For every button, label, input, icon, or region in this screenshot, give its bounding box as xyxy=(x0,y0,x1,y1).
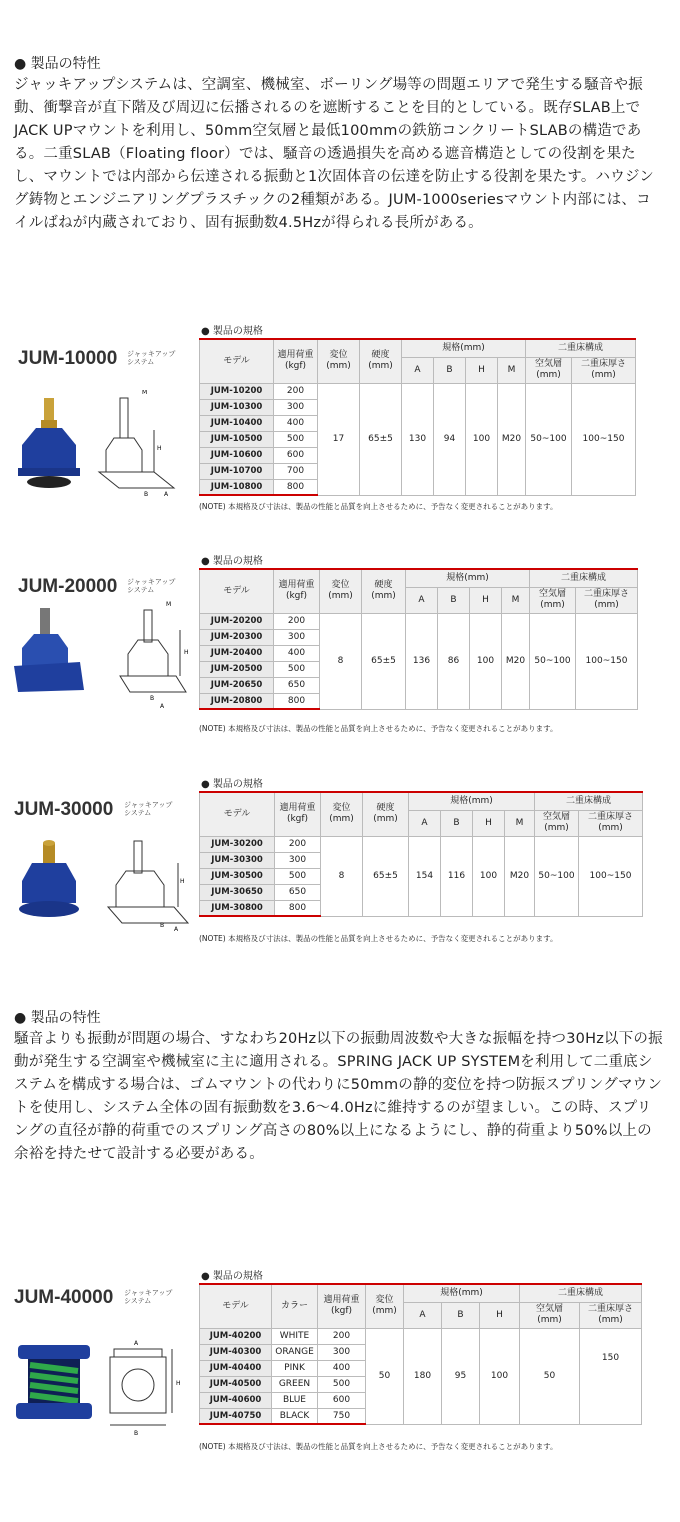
spec-table: モデル 適用荷重 (kgf) 変位 (mm) 硬度 (mm) 規格(mm) 二重床構成 A B H M 空気層 (mm) 二重床厚さ (mm) JUM-10200 200 17 65±5 130 94 100 M20 50~100 100~150 JUM-10300 300 JUM-10400 400 JUM-10500 500 JUM-10600 600 JUM-10700 700 JUM-10800 800 xyxy=(199,338,636,496)
spec-note: (NOTE) 本規格及び寸法は、製品の性能と品質を向上させるために、予告なく変更されることがあります。 xyxy=(199,724,558,733)
table-row: JUM-10800 800 xyxy=(200,479,636,495)
product-illustration xyxy=(10,1335,200,1440)
table-row: JUM-10600 600 xyxy=(200,447,636,463)
label-b: B xyxy=(144,491,149,498)
table-row: JUM-20800 800 xyxy=(200,693,638,709)
svg-text:H: H xyxy=(184,649,189,656)
model-title: JUM-30000 xyxy=(14,799,114,820)
feature-text: ジャッキアップシステムは、空調室、機械室、ボーリング場等の問題エリアで発生する騒音や振動、衝撃音が直下階及び周辺に伝播されるのを遮断することを目的としている。既存SLAB上でJACK UPマウントを利用し、50mm空気層と最低100mmの鉄筋コンクリートSLABの構造である。二重SLAB（Floating floor）では、騒音の透過損失を高める遮音構造としての役割を果たし、マウントでは内部から伝達される振動と1次固体音の伝達を防止する役割を果たす。ハウジング鋳物とエンジニアリングプラスチックの2種類がある。JUM-1000seriesマウント内部には、コイルばねが内蔵されており、固有振動数4.5Hzが得られる長所がある。 xyxy=(14,77,654,231)
col-load: 適用荷重 (kgf) xyxy=(274,339,318,383)
product-block-jum20000 xyxy=(0,550,680,740)
spec-heading: ● 製品の規格 xyxy=(201,556,263,567)
model-subtitle: ジャッキアップ システム xyxy=(124,801,173,817)
mount-photo xyxy=(14,608,84,692)
spring-mount-photo xyxy=(16,1345,92,1419)
spec-heading: ● 製品の規格 xyxy=(201,1271,263,1282)
model-subtitle: ジャッキアップ システム xyxy=(127,350,176,366)
table-row: JUM-10700 700 xyxy=(200,463,636,479)
table-row: JUM-10400 400 xyxy=(200,415,636,431)
product-block-jum30000 xyxy=(0,773,680,953)
svg-text:B: B xyxy=(160,922,165,929)
table-row: JUM-30800 800 xyxy=(200,900,643,916)
col-hard: 硬度 (mm) xyxy=(360,339,402,383)
product-illustration xyxy=(10,823,200,933)
table-row: JUM-20300 300 xyxy=(200,629,638,645)
table-row: JUM-10300 300 xyxy=(200,399,636,415)
table-row: JUM-40300 ORANGE 300 xyxy=(200,1344,642,1360)
table-row: JUM-10500 500 xyxy=(200,431,636,447)
svg-text:H: H xyxy=(180,878,185,885)
spec-note: (NOTE) 本規格及び寸法は、製品の性能と品質を向上させるために、予告なく変更されることがあります。 xyxy=(199,502,558,511)
table-row: JUM-10200 200 17 65±5 130 94 100 M20 50~100 100~150 xyxy=(200,383,636,399)
col-double: 二重床構成 xyxy=(526,339,636,357)
table-row: JUM-20500 500 xyxy=(200,661,638,677)
model-title: JUM-10000 xyxy=(18,348,118,369)
model-subtitle: ジャッキアップ システム xyxy=(127,578,176,594)
feature-section-2 xyxy=(14,1008,664,1166)
technical-drawing xyxy=(120,610,186,692)
table-row: JUM-40200 WHITE 200 50 180 95 100 50 150 xyxy=(200,1328,642,1344)
product-block-jum10000 xyxy=(0,320,680,520)
table-row: JUM-30300 300 xyxy=(200,852,643,868)
technical-drawing xyxy=(99,398,174,488)
svg-text:B: B xyxy=(134,1430,139,1437)
svg-text:A: A xyxy=(134,1340,139,1347)
model-title: JUM-20000 xyxy=(18,576,118,597)
spec-table: モデル 適用荷重 (kgf) 変位 (mm) 硬度 (mm) 規格(mm) 二重床構成 A B H M 空気層 (mm) 二重床厚さ (mm) JUM-20200 200 8 65±5 136 86 100 M20 50~100 100~150 JUM-20300 300 JUM-20400 400 JUM-20500 500 JUM-20650 650 JUM-20800 800 xyxy=(199,568,638,710)
product-illustration xyxy=(14,390,199,505)
table-row: JUM-40600 BLUE 600 xyxy=(200,1392,642,1408)
col-model: モデル xyxy=(200,339,274,383)
model-subtitle: ジャッキアップ システム xyxy=(124,1289,173,1305)
spec-note: (NOTE) 本規格及び寸法は、製品の性能と品質を向上させるために、予告なく変更されることがあります。 xyxy=(199,934,558,943)
spec-table: モデル カラー 適用荷重 (kgf) 変位 (mm) 規格(mm) 二重床構成 A B H 空気層 (mm) 二重床厚さ (mm) JUM-40200 WHITE 200 50 180 95 100 50 150 JUM-40300 ORANGE 300 JUM-40400 PINK 400 JUM-40500 GREEN 500 JUM-40600 BLUE 600 JUM-40750 BLACK 750 xyxy=(199,1283,642,1425)
feature-heading: ● 製品の特性 xyxy=(14,1010,101,1026)
spec-table: モデル 適用荷重 (kgf) 変位 (mm) 硬度 (mm) 規格(mm) 二重床構成 A B H M 空気層 (mm) 二重床厚さ (mm) JUM-30200 200 8 65±5 154 116 100 M20 50~100 100~150 JUM-30300 300 JUM-30500 500 JUM-30650 650 JUM-30800 800 xyxy=(199,791,643,917)
label-a: A xyxy=(164,491,169,498)
spec-note: (NOTE) 本規格及び寸法は、製品の性能と品質を向上させるために、予告なく変更されることがあります。 xyxy=(199,1442,558,1451)
table-row: JUM-20200 200 8 65±5 136 86 100 M20 50~100 100~150 xyxy=(200,613,638,629)
table-row: JUM-40750 BLACK 750 xyxy=(200,1408,642,1424)
label-m: M xyxy=(142,390,148,396)
svg-text:H: H xyxy=(176,1380,181,1387)
col-spec: 規格(mm) xyxy=(402,339,526,357)
model-title: JUM-40000 xyxy=(14,1287,114,1308)
svg-text:A: A xyxy=(160,703,165,710)
table-row: JUM-30500 500 xyxy=(200,868,643,884)
product-illustration xyxy=(10,600,200,710)
table-row: JUM-20400 400 xyxy=(200,645,638,661)
label-h: H xyxy=(157,445,162,452)
svg-text:B: B xyxy=(150,695,155,702)
spec-heading: ● 製品の規格 xyxy=(201,779,263,790)
feature-section-1 xyxy=(14,54,664,235)
feature-text: 騒音よりも振動が問題の場合、すなわち20Hz以下の振動周波数や大きな振幅を持つ30Hz以下の振動が発生する空調室や機械室に主に適用される。SPRING JACK UP SYSTEMを利用して二重底システムを構成する場合は、ゴムマウントの代わりに50mmの静的変位を持つ防振スプリングマウントを使用し、システム全体の固有振動数を3.6～4.0Hzに維持するのが望ましい。この時、スプリングの直径が静的荷重でのスプリング高さの80%以上になるようにし、静的荷重より50%以上の余裕を持たせて設計する必要がある。 xyxy=(14,1031,663,1162)
spec-heading: ● 製品の規格 xyxy=(201,326,263,337)
feature-heading: ● 製品の特性 xyxy=(14,56,101,72)
technical-drawing xyxy=(108,841,188,923)
table-row: JUM-30200 200 8 65±5 154 116 100 M20 50~100 100~150 xyxy=(200,836,643,852)
mount-photo xyxy=(19,840,79,917)
table-row: JUM-30650 650 xyxy=(200,884,643,900)
svg-text:A: A xyxy=(174,926,179,933)
mount-photo xyxy=(18,398,80,488)
product-block-jum40000 xyxy=(0,1265,680,1465)
col-disp: 変位 (mm) xyxy=(318,339,360,383)
svg-text:M: M xyxy=(166,601,172,608)
technical-drawing xyxy=(110,1349,172,1425)
table-row: JUM-40400 PINK 400 xyxy=(200,1360,642,1376)
table-row: JUM-40500 GREEN 500 xyxy=(200,1376,642,1392)
table-row: JUM-20650 650 xyxy=(200,677,638,693)
